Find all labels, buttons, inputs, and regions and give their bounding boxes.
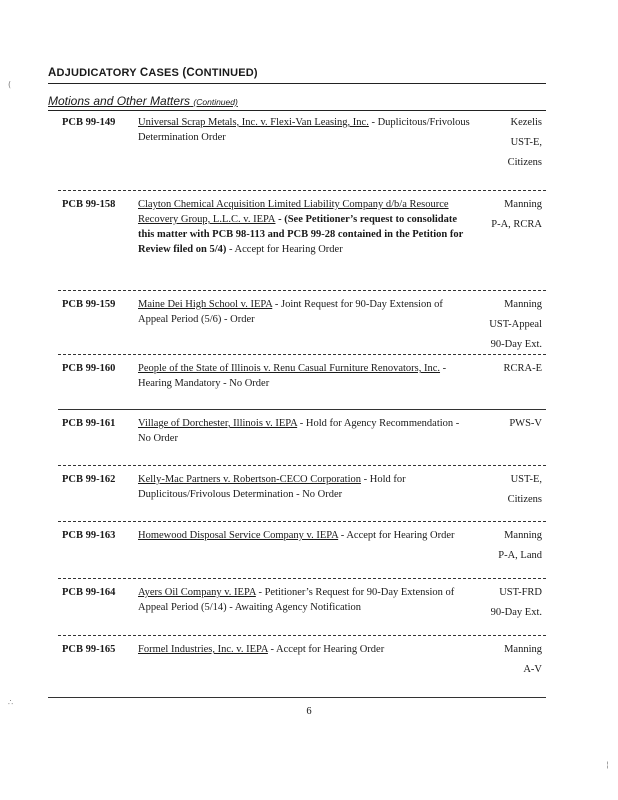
case-tag: Kezelis bbox=[510, 117, 542, 128]
row-divider bbox=[58, 354, 546, 355]
case-title[interactable]: Village of Dorchester, Illinois v. IEPA bbox=[138, 418, 298, 429]
case-title[interactable]: Universal Scrap Metals, Inc. v. Flexi-Van Leasing, Inc. bbox=[138, 117, 369, 128]
case-tag: UST-FRD bbox=[499, 587, 542, 598]
scan-speck: ∴ bbox=[8, 698, 14, 707]
row-divider bbox=[58, 190, 546, 191]
case-tags bbox=[503, 361, 542, 381]
case-description bbox=[138, 115, 473, 145]
section-title-paren: (C bbox=[182, 67, 195, 79]
case-tags bbox=[504, 642, 542, 682]
case-tag: Manning bbox=[504, 530, 542, 541]
case-number: PCB 99-161 bbox=[62, 418, 116, 429]
case-action: - Hold for Agency Recommendation - No Order bbox=[138, 418, 460, 444]
case-tag: A-V bbox=[523, 664, 542, 675]
case-tag: 90-Day Ext. bbox=[490, 339, 542, 350]
case-action: - Petitioner’s Request for 90-Day Extension of Appeal Period (5/14) - Awaiting Agency Notification bbox=[138, 587, 455, 613]
scan-speck: ( bbox=[8, 80, 12, 89]
case-action: - Hold for Duplicitous/Frivolous Determination - No Order bbox=[138, 474, 406, 500]
case-description bbox=[138, 528, 473, 543]
section-title-paren-rest: ONTINUED) bbox=[194, 67, 258, 79]
case-tags bbox=[498, 528, 542, 568]
case-tags bbox=[508, 115, 542, 175]
case-tag: UST-E, bbox=[510, 474, 542, 485]
subsection-continued: (Continued) bbox=[193, 97, 238, 107]
case-tag: Manning bbox=[504, 199, 542, 210]
case-title[interactable]: Clayton Chemical Acquisition Limited Liability Company d/b/a Resource Recovery Group, L.L.C. v. IEPA bbox=[138, 199, 449, 225]
case-description bbox=[138, 297, 473, 327]
case-number: PCB 99-159 bbox=[62, 299, 116, 310]
case-description bbox=[138, 585, 473, 615]
case-action: - Hearing Mandatory - No Order bbox=[138, 363, 447, 389]
case-description bbox=[138, 472, 473, 502]
row-divider bbox=[58, 578, 546, 579]
case-tag: Manning bbox=[504, 644, 542, 655]
case-tag: UST-Appeal bbox=[489, 319, 542, 330]
case-number: PCB 99-162 bbox=[62, 474, 116, 485]
case-title[interactable]: Maine Dei High School v. IEPA bbox=[138, 299, 273, 310]
case-tag: Citizens bbox=[507, 494, 542, 505]
case-tag: P-A, RCRA bbox=[491, 219, 542, 230]
case-description bbox=[138, 416, 473, 446]
case-description bbox=[138, 642, 473, 657]
case-number: PCB 99-160 bbox=[62, 363, 116, 374]
case-tags bbox=[509, 416, 542, 436]
case-tag: UST-E, bbox=[510, 137, 542, 148]
row-divider bbox=[58, 409, 546, 410]
case-tags bbox=[508, 472, 542, 512]
case-title[interactable]: Kelly-Mac Partners v. Robertson-CECO Corporation bbox=[138, 474, 361, 485]
case-action: - Duplicitous/Frivolous Determination Order bbox=[138, 117, 470, 143]
footer-divider bbox=[48, 697, 546, 698]
section-title-rest-2: ASES bbox=[148, 67, 183, 79]
section-title-rest: DJUDICATORY bbox=[56, 67, 140, 79]
row-divider bbox=[58, 465, 546, 466]
case-tag: Manning bbox=[504, 299, 542, 310]
case-note: - (See Petitioner’s request to consolidate this matter with PCB 98-113 and PCB 99-28 contained in the Petition for Review filed on 5/4) bbox=[138, 214, 464, 255]
row-divider bbox=[58, 521, 546, 522]
header-divider bbox=[48, 83, 546, 84]
row-divider bbox=[58, 635, 546, 636]
case-description bbox=[138, 197, 473, 257]
section-title-initial: A bbox=[48, 67, 57, 79]
case-tags bbox=[491, 585, 542, 625]
case-number: PCB 99-164 bbox=[62, 587, 116, 598]
row-divider bbox=[58, 290, 546, 291]
case-title[interactable]: People of the State of Illinois v. Renu Casual Furniture Renovators, Inc. bbox=[138, 363, 441, 374]
case-number: PCB 99-158 bbox=[62, 199, 116, 210]
case-tags bbox=[491, 197, 542, 237]
case-action: - Accept for Hearing Order bbox=[338, 530, 455, 541]
page-number: 6 bbox=[306, 706, 312, 717]
case-tag: PWS-V bbox=[509, 418, 542, 429]
section-header bbox=[48, 67, 258, 79]
case-action: - Accept for Hearing Order bbox=[267, 644, 385, 655]
case-tag: 90-Day Ext. bbox=[490, 607, 542, 618]
subsection-header bbox=[48, 94, 238, 108]
subsection-divider bbox=[48, 110, 546, 111]
case-tag: Citizens bbox=[507, 157, 542, 168]
case-tag: P-A, Land bbox=[498, 550, 542, 561]
case-tag: RCRA-E bbox=[503, 363, 542, 374]
case-number: PCB 99-165 bbox=[62, 644, 116, 655]
subsection-title: Motions and Other Matters bbox=[48, 94, 191, 108]
case-action: - Joint Request for 90-Day Extension of Appeal Period (5/6) - Order bbox=[138, 299, 443, 325]
case-number: PCB 99-149 bbox=[62, 117, 116, 128]
case-title[interactable]: Formel Industries, Inc. v. IEPA bbox=[138, 644, 268, 655]
section-title-initial-2: C bbox=[139, 67, 149, 79]
case-action: - Accept for Hearing Order bbox=[226, 244, 343, 255]
scan-speck: ¦ bbox=[606, 760, 609, 769]
case-description bbox=[138, 361, 473, 391]
case-title[interactable]: Ayers Oil Company v. IEPA bbox=[138, 587, 256, 598]
case-number: PCB 99-163 bbox=[62, 530, 116, 541]
case-tags bbox=[489, 297, 542, 357]
case-title[interactable]: Homewood Disposal Service Company v. IEPA bbox=[138, 530, 339, 541]
